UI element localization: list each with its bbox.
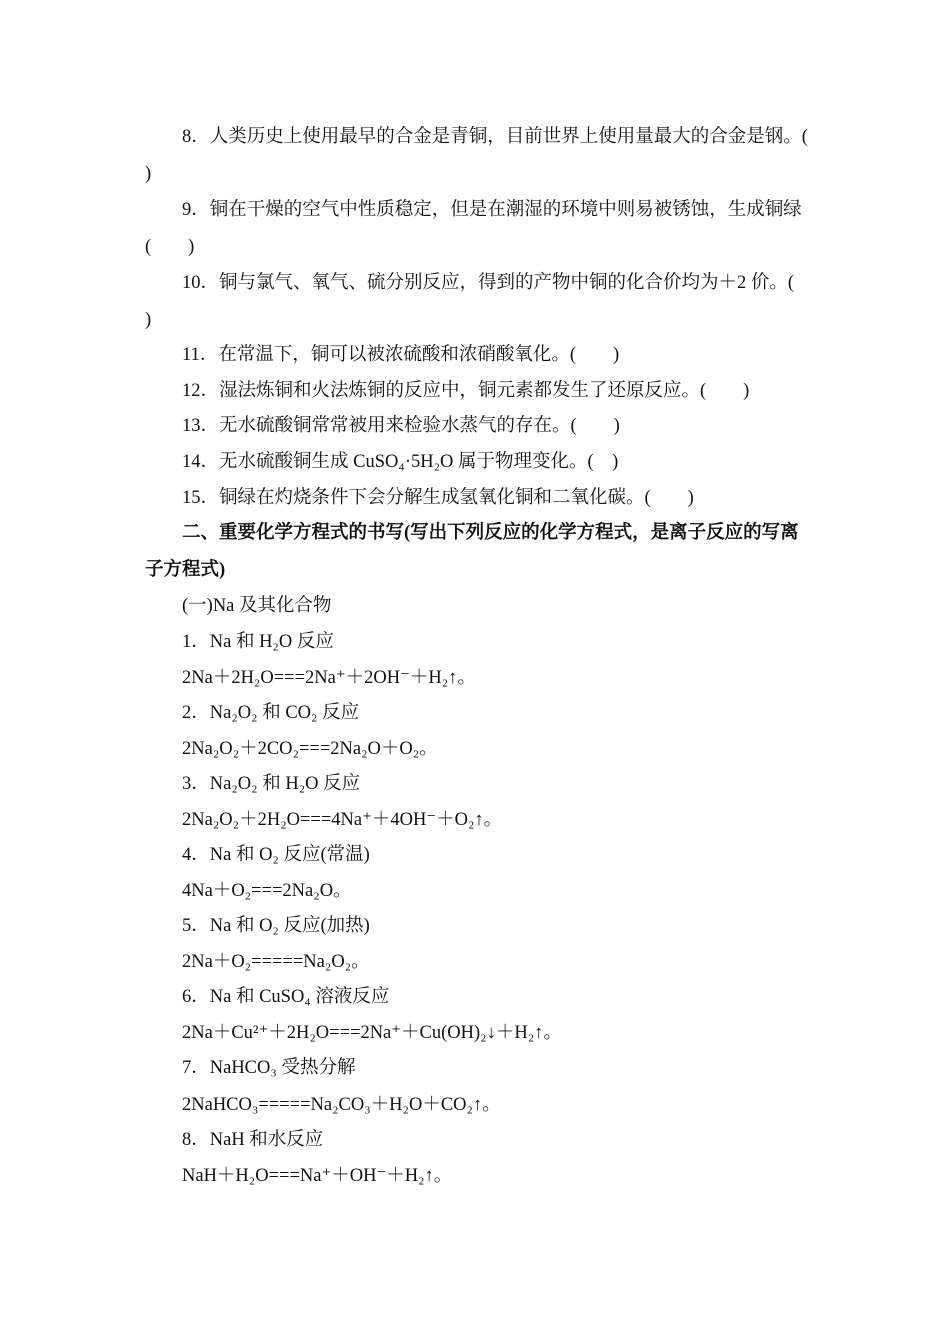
question-9-bracket: ( ) <box>145 237 195 257</box>
reaction-title: 1．Na 和 H₂O 反应 <box>182 632 334 652</box>
question-8-bracket: ) <box>145 164 152 184</box>
question-11: 11．在常温下，铜可以被浓硫酸和浓硝酸氧化。( ) <box>182 345 620 365</box>
question-15: 15．铜绿在灼烧条件下会分解生成氢氧化铜和二氧化碳。( ) <box>182 488 694 508</box>
subsection-heading: (一)Na 及其化合物 <box>182 596 332 616</box>
reaction-title: 3．Na₂O₂ 和 H₂O 反应 <box>182 774 361 794</box>
reaction-equation: 2Na₂O₂＋2H₂O===4Na⁺＋4OH⁻＋O₂↑。 <box>182 810 503 830</box>
question-13: 13．无水硫酸铜常常被用来检验水蒸气的存在。( ) <box>182 416 620 436</box>
reaction-title: 2．Na₂O₂ 和 CO₂ 反应 <box>182 703 360 723</box>
reaction-title: 7．NaHCO₃ 受热分解 <box>182 1058 356 1078</box>
question-14: 14．无水硫酸铜生成 CuSO₄·5H₂O 属于物理变化。( ) <box>182 452 619 472</box>
reaction-title: 4．Na 和 O₂ 反应(常温) <box>182 845 370 865</box>
section-heading-continued: 子方程式) <box>145 560 226 580</box>
reaction-equation: 2NaHCO₃=====Na₂CO₃＋H₂O＋CO₂↑。 <box>182 1095 501 1115</box>
reaction-title: 6．Na 和 CuSO₄ 溶液反应 <box>182 987 390 1007</box>
question-12: 12．湿法炼铜和火法炼铜的反应中，铜元素都发生了还原反应。( ) <box>182 381 750 401</box>
reaction-equation: 2Na＋2H₂O===2Na⁺＋2OH⁻＋H₂↑。 <box>182 668 476 688</box>
reaction-title: 8．NaH 和水反应 <box>182 1130 324 1150</box>
question-9: 9．铜在干燥的空气中性质稳定，但是在潮湿的环境中则易被锈蚀，生成铜绿 <box>182 200 802 220</box>
reaction-equation: 2Na₂O₂＋2CO₂===2Na₂O＋O₂。 <box>182 739 438 759</box>
question-8: 8．人类历史上使用最早的合金是青铜，目前世界上使用量最大的合金是钢。( <box>182 127 808 147</box>
reaction-title: 5．Na 和 O₂ 反应(加热) <box>182 916 370 936</box>
reaction-equation: 2Na＋O₂=====Na₂O₂。 <box>182 952 370 972</box>
reaction-equation: 4Na＋O₂===2Na₂O。 <box>182 881 352 901</box>
question-10-bracket: ) <box>145 310 152 330</box>
reaction-equation: NaH＋H₂O===Na⁺＋OH⁻＋H₂↑。 <box>182 1166 453 1186</box>
reaction-equation: 2Na＋Cu²⁺＋2H₂O===2Na⁺＋Cu(OH)₂↓＋H₂↑。 <box>182 1023 562 1043</box>
question-10: 10．铜与氯气、氧气、硫分别反应，得到的产物中铜的化合价均为＋2 价。( <box>182 273 795 293</box>
section-heading: 二、重要化学方程式的书写(写出下列反应的化学方程式，是离子反应的写离 <box>182 523 799 543</box>
